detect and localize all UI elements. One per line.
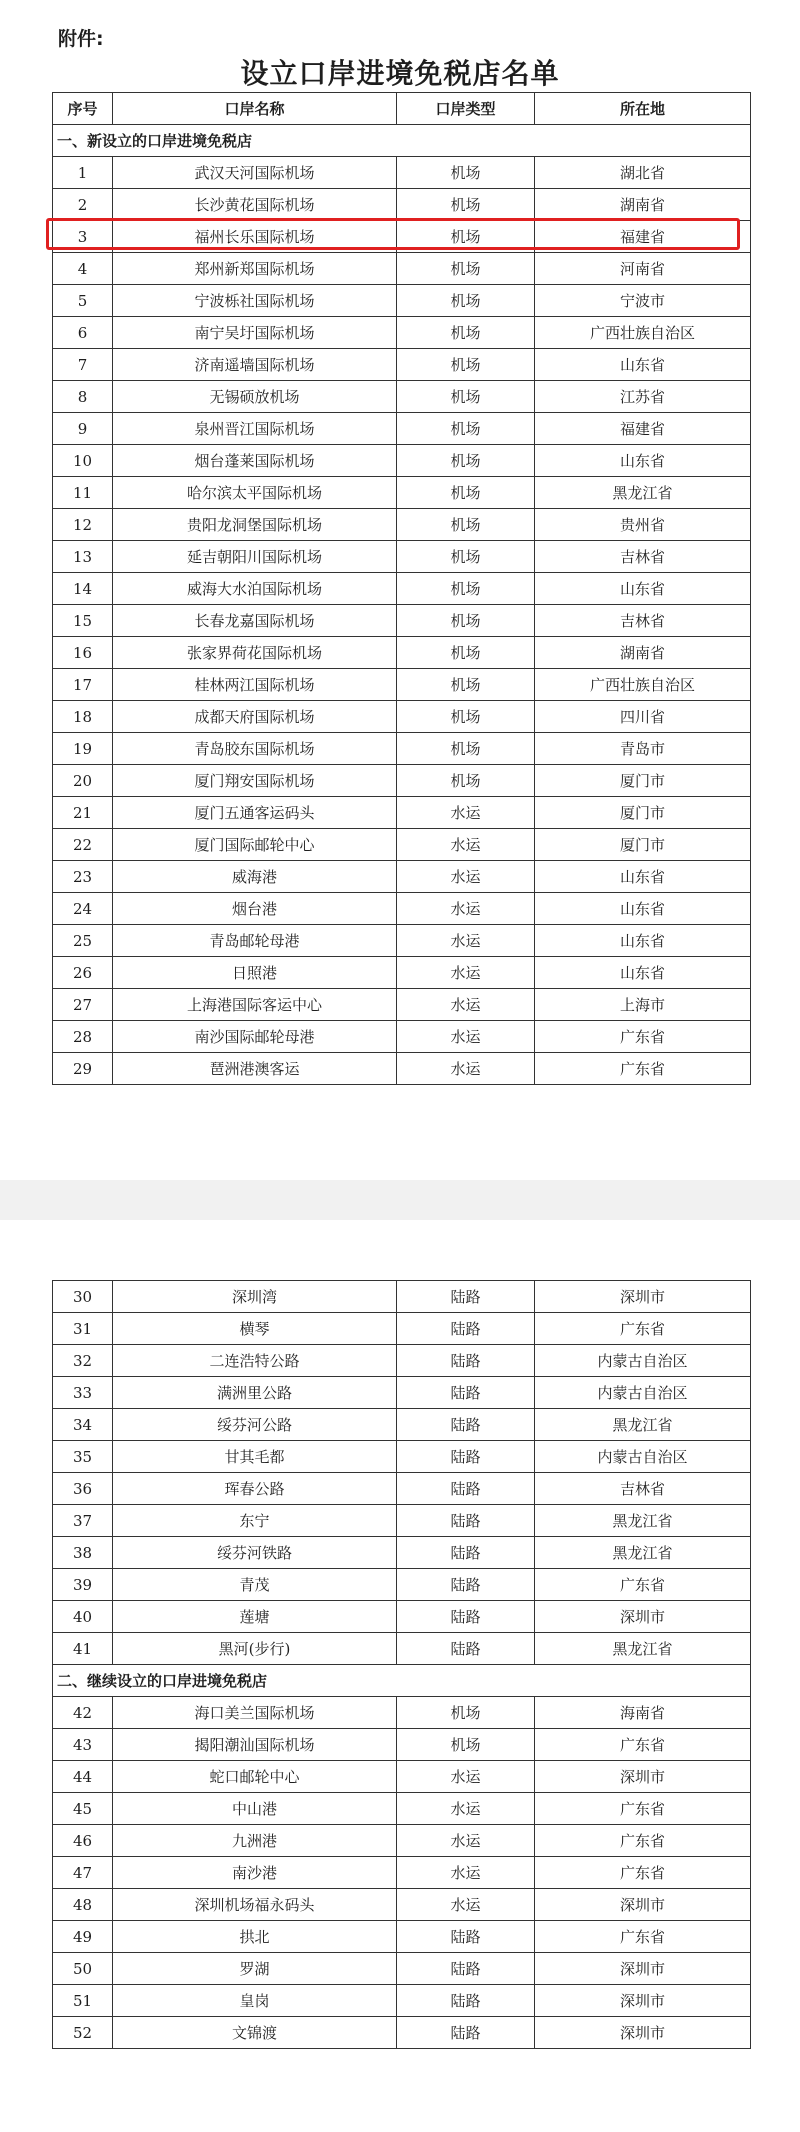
table-row xyxy=(53,1021,751,1053)
cell-port-type: 机场 xyxy=(397,733,535,765)
table-row xyxy=(53,1569,751,1601)
cell-port-name: 南宁吴圩国际机场 xyxy=(113,317,397,349)
cell-index: 3 xyxy=(53,221,113,253)
table-row xyxy=(53,157,751,189)
cell-location: 深圳市 xyxy=(535,2017,751,2049)
cell-port-type: 水运 xyxy=(397,1021,535,1053)
cell-port-name: 甘其毛都 xyxy=(113,1441,397,1473)
cell-port-type: 机场 xyxy=(397,669,535,701)
cell-port-name: 中山港 xyxy=(113,1793,397,1825)
cell-port-type: 陆路 xyxy=(397,1569,535,1601)
cell-location: 山东省 xyxy=(535,573,751,605)
cell-port-type: 机场 xyxy=(397,349,535,381)
cell-index: 39 xyxy=(53,1569,113,1601)
cell-index: 23 xyxy=(53,861,113,893)
table-row xyxy=(53,1473,751,1505)
cell-location: 吉林省 xyxy=(535,605,751,637)
cell-port-type: 机场 xyxy=(397,445,535,477)
cell-port-type: 机场 xyxy=(397,1729,535,1761)
cell-port-type: 陆路 xyxy=(397,1633,535,1665)
document-title: 设立口岸进境免税店名单 xyxy=(240,57,560,90)
cell-port-type: 机场 xyxy=(397,1697,535,1729)
table-row xyxy=(53,1505,751,1537)
cell-port-type: 水运 xyxy=(397,829,535,861)
cell-location: 河南省 xyxy=(535,253,751,285)
table-row xyxy=(53,605,751,637)
cell-index: 45 xyxy=(53,1793,113,1825)
cell-location: 海南省 xyxy=(535,1697,751,1729)
cell-port-type: 机场 xyxy=(397,701,535,733)
cell-port-type: 机场 xyxy=(397,573,535,605)
cell-port-type: 机场 xyxy=(397,381,535,413)
cell-port-name: 威海港 xyxy=(113,861,397,893)
cell-port-type: 水运 xyxy=(397,1857,535,1889)
cell-port-type: 水运 xyxy=(397,1825,535,1857)
column-header-index: 序号 xyxy=(53,93,113,125)
table-row xyxy=(53,701,751,733)
cell-location: 广东省 xyxy=(535,1569,751,1601)
cell-location: 深圳市 xyxy=(535,1761,751,1793)
cell-port-name: 拱北 xyxy=(113,1921,397,1953)
column-header-port-type: 口岸类型 xyxy=(397,93,535,125)
table-row xyxy=(53,1729,751,1761)
duty-free-shop-table-part-1 xyxy=(52,92,751,1085)
cell-index: 21 xyxy=(53,797,113,829)
cell-index: 16 xyxy=(53,637,113,669)
cell-port-name: 烟台蓬莱国际机场 xyxy=(113,445,397,477)
cell-location: 山东省 xyxy=(535,349,751,381)
cell-port-type: 机场 xyxy=(397,413,535,445)
cell-port-type: 机场 xyxy=(397,253,535,285)
cell-index: 42 xyxy=(53,1697,113,1729)
cell-index: 30 xyxy=(53,1281,113,1313)
table-row xyxy=(53,1633,751,1665)
cell-index: 1 xyxy=(53,157,113,189)
cell-port-name: 上海港国际客运中心 xyxy=(113,989,397,1021)
table-row xyxy=(53,1697,751,1729)
cell-index: 19 xyxy=(53,733,113,765)
cell-location: 四川省 xyxy=(535,701,751,733)
cell-location: 湖南省 xyxy=(535,189,751,221)
cell-port-name: 莲塘 xyxy=(113,1601,397,1633)
document-page-2 xyxy=(0,1220,800,2132)
cell-location: 厦门市 xyxy=(535,765,751,797)
table-header-row xyxy=(53,93,751,125)
cell-port-name: 厦门翔安国际机场 xyxy=(113,765,397,797)
cell-port-name: 绥芬河公路 xyxy=(113,1409,397,1441)
cell-index: 48 xyxy=(53,1889,113,1921)
table-row xyxy=(53,765,751,797)
cell-port-name: 日照港 xyxy=(113,957,397,989)
cell-index: 8 xyxy=(53,381,113,413)
cell-index: 5 xyxy=(53,285,113,317)
cell-port-name: 罗湖 xyxy=(113,1953,397,1985)
attachment-label: 附件: xyxy=(58,28,104,50)
table-row xyxy=(53,1281,751,1313)
cell-location: 上海市 xyxy=(535,989,751,1021)
table-row xyxy=(53,957,751,989)
cell-port-type: 陆路 xyxy=(397,1377,535,1409)
cell-index: 25 xyxy=(53,925,113,957)
cell-index: 20 xyxy=(53,765,113,797)
cell-port-type: 陆路 xyxy=(397,1505,535,1537)
table-row xyxy=(53,1441,751,1473)
cell-port-type: 陆路 xyxy=(397,1601,535,1633)
table-row xyxy=(53,1053,751,1085)
cell-port-name: 青岛胶东国际机场 xyxy=(113,733,397,765)
cell-port-name: 横琴 xyxy=(113,1313,397,1345)
cell-port-name: 长沙黄花国际机场 xyxy=(113,189,397,221)
cell-port-type: 陆路 xyxy=(397,1921,535,1953)
section-header-row xyxy=(53,125,751,157)
cell-port-name: 厦门五通客运码头 xyxy=(113,797,397,829)
cell-port-type: 陆路 xyxy=(397,1441,535,1473)
cell-location: 山东省 xyxy=(535,445,751,477)
cell-port-name: 郑州新郑国际机场 xyxy=(113,253,397,285)
cell-index: 6 xyxy=(53,317,113,349)
table-row xyxy=(53,541,751,573)
table-row xyxy=(53,1953,751,1985)
cell-index: 34 xyxy=(53,1409,113,1441)
table-row xyxy=(53,1921,751,1953)
cell-port-name: 青茂 xyxy=(113,1569,397,1601)
cell-port-name: 满洲里公路 xyxy=(113,1377,397,1409)
table-row xyxy=(53,509,751,541)
cell-port-name: 长春龙嘉国际机场 xyxy=(113,605,397,637)
cell-port-name: 珲春公路 xyxy=(113,1473,397,1505)
cell-port-name: 延吉朝阳川国际机场 xyxy=(113,541,397,573)
cell-location: 青岛市 xyxy=(535,733,751,765)
column-header-port-name: 口岸名称 xyxy=(113,93,397,125)
cell-port-name: 福州长乐国际机场 xyxy=(113,221,397,253)
cell-port-name: 九洲港 xyxy=(113,1825,397,1857)
cell-port-type: 水运 xyxy=(397,861,535,893)
cell-location: 吉林省 xyxy=(535,541,751,573)
cell-port-name: 武汉天河国际机场 xyxy=(113,157,397,189)
cell-port-name: 无锡硕放机场 xyxy=(113,381,397,413)
cell-port-name: 海口美兰国际机场 xyxy=(113,1697,397,1729)
cell-port-name: 济南遥墙国际机场 xyxy=(113,349,397,381)
cell-index: 32 xyxy=(53,1345,113,1377)
cell-index: 24 xyxy=(53,893,113,925)
cell-location: 黑龙江省 xyxy=(535,477,751,509)
cell-port-name: 文锦渡 xyxy=(113,2017,397,2049)
cell-port-type: 机场 xyxy=(397,157,535,189)
cell-port-type: 陆路 xyxy=(397,1985,535,2017)
cell-index: 47 xyxy=(53,1857,113,1889)
cell-port-name: 东宁 xyxy=(113,1505,397,1537)
cell-location: 福建省 xyxy=(535,221,751,253)
cell-port-type: 机场 xyxy=(397,637,535,669)
cell-index: 33 xyxy=(53,1377,113,1409)
cell-index: 52 xyxy=(53,2017,113,2049)
table-row xyxy=(53,221,751,253)
column-header-location: 所在地 xyxy=(535,93,751,125)
cell-index: 35 xyxy=(53,1441,113,1473)
cell-index: 41 xyxy=(53,1633,113,1665)
cell-location: 广东省 xyxy=(535,1921,751,1953)
table-row xyxy=(53,413,751,445)
table-row xyxy=(53,1857,751,1889)
cell-port-name: 揭阳潮汕国际机场 xyxy=(113,1729,397,1761)
table-row xyxy=(53,989,751,1021)
cell-location: 深圳市 xyxy=(535,1953,751,1985)
cell-index: 4 xyxy=(53,253,113,285)
cell-port-name: 张家界荷花国际机场 xyxy=(113,637,397,669)
table-row xyxy=(53,285,751,317)
cell-port-type: 水运 xyxy=(397,1761,535,1793)
cell-location: 内蒙古自治区 xyxy=(535,1441,751,1473)
cell-index: 14 xyxy=(53,573,113,605)
cell-port-type: 水运 xyxy=(397,989,535,1021)
cell-port-type: 机场 xyxy=(397,285,535,317)
cell-location: 深圳市 xyxy=(535,1281,751,1313)
cell-index: 51 xyxy=(53,1985,113,2017)
cell-location: 黑龙江省 xyxy=(535,1633,751,1665)
cell-index: 17 xyxy=(53,669,113,701)
cell-index: 22 xyxy=(53,829,113,861)
cell-port-name: 二连浩特公路 xyxy=(113,1345,397,1377)
cell-location: 宁波市 xyxy=(535,285,751,317)
cell-location: 深圳市 xyxy=(535,1889,751,1921)
cell-port-name: 威海大水泊国际机场 xyxy=(113,573,397,605)
cell-index: 7 xyxy=(53,349,113,381)
cell-index: 29 xyxy=(53,1053,113,1085)
cell-location: 黑龙江省 xyxy=(535,1409,751,1441)
cell-port-type: 机场 xyxy=(397,189,535,221)
table-row xyxy=(53,1345,751,1377)
cell-location: 湖南省 xyxy=(535,637,751,669)
duty-free-shop-table-part-2 xyxy=(52,1280,751,2049)
cell-index: 38 xyxy=(53,1537,113,1569)
cell-port-type: 陆路 xyxy=(397,1281,535,1313)
cell-index: 46 xyxy=(53,1825,113,1857)
table-row xyxy=(53,573,751,605)
cell-location: 湖北省 xyxy=(535,157,751,189)
cell-location: 广东省 xyxy=(535,1857,751,1889)
cell-port-type: 机场 xyxy=(397,765,535,797)
cell-port-name: 泉州晋江国际机场 xyxy=(113,413,397,445)
cell-index: 13 xyxy=(53,541,113,573)
cell-index: 43 xyxy=(53,1729,113,1761)
cell-port-type: 水运 xyxy=(397,957,535,989)
cell-location: 山东省 xyxy=(535,925,751,957)
cell-index: 2 xyxy=(53,189,113,221)
table-row xyxy=(53,1537,751,1569)
cell-location: 广西壮族自治区 xyxy=(535,669,751,701)
cell-port-type: 水运 xyxy=(397,1889,535,1921)
cell-location: 广西壮族自治区 xyxy=(535,317,751,349)
table-row xyxy=(53,189,751,221)
cell-index: 49 xyxy=(53,1921,113,1953)
cell-location: 广东省 xyxy=(535,1729,751,1761)
cell-port-name: 桂林两江国际机场 xyxy=(113,669,397,701)
cell-port-name: 南沙国际邮轮母港 xyxy=(113,1021,397,1053)
cell-index: 9 xyxy=(53,413,113,445)
cell-location: 广东省 xyxy=(535,1825,751,1857)
cell-location: 贵州省 xyxy=(535,509,751,541)
table-row xyxy=(53,349,751,381)
table-row xyxy=(53,2017,751,2049)
cell-location: 山东省 xyxy=(535,893,751,925)
cell-port-name: 深圳机场福永码头 xyxy=(113,1889,397,1921)
cell-port-type: 陆路 xyxy=(397,1409,535,1441)
cell-location: 厦门市 xyxy=(535,797,751,829)
cell-port-name: 烟台港 xyxy=(113,893,397,925)
table-row xyxy=(53,925,751,957)
table-row xyxy=(53,893,751,925)
table-row xyxy=(53,637,751,669)
cell-index: 18 xyxy=(53,701,113,733)
cell-location: 深圳市 xyxy=(535,1601,751,1633)
cell-port-name: 琶洲港澳客运 xyxy=(113,1053,397,1085)
cell-location: 广东省 xyxy=(535,1053,751,1085)
cell-port-name: 哈尔滨太平国际机场 xyxy=(113,477,397,509)
cell-port-name: 蛇口邮轮中心 xyxy=(113,1761,397,1793)
cell-port-name: 宁波栎社国际机场 xyxy=(113,285,397,317)
cell-location: 内蒙古自治区 xyxy=(535,1345,751,1377)
cell-location: 内蒙古自治区 xyxy=(535,1377,751,1409)
table-row xyxy=(53,253,751,285)
cell-port-type: 机场 xyxy=(397,509,535,541)
table-row xyxy=(53,1313,751,1345)
cell-location: 黑龙江省 xyxy=(535,1505,751,1537)
table-row xyxy=(53,477,751,509)
cell-location: 厦门市 xyxy=(535,829,751,861)
cell-location: 黑龙江省 xyxy=(535,1537,751,1569)
cell-port-type: 机场 xyxy=(397,541,535,573)
cell-port-name: 南沙港 xyxy=(113,1857,397,1889)
cell-location: 福建省 xyxy=(535,413,751,445)
cell-port-type: 陆路 xyxy=(397,1537,535,1569)
cell-index: 11 xyxy=(53,477,113,509)
table-row xyxy=(53,797,751,829)
table-row xyxy=(53,1793,751,1825)
cell-index: 40 xyxy=(53,1601,113,1633)
table-row xyxy=(53,733,751,765)
table-row xyxy=(53,1377,751,1409)
table-row xyxy=(53,1825,751,1857)
cell-index: 15 xyxy=(53,605,113,637)
table-row xyxy=(53,669,751,701)
cell-port-name: 成都天府国际机场 xyxy=(113,701,397,733)
cell-index: 36 xyxy=(53,1473,113,1505)
cell-port-name: 厦门国际邮轮中心 xyxy=(113,829,397,861)
cell-port-type: 水运 xyxy=(397,1793,535,1825)
cell-port-type: 陆路 xyxy=(397,1953,535,1985)
cell-location: 山东省 xyxy=(535,861,751,893)
cell-index: 44 xyxy=(53,1761,113,1793)
cell-index: 10 xyxy=(53,445,113,477)
table-row xyxy=(53,317,751,349)
cell-port-type: 机场 xyxy=(397,477,535,509)
cell-port-type: 水运 xyxy=(397,1053,535,1085)
table-row xyxy=(53,1985,751,2017)
page-gap xyxy=(0,1180,800,1220)
cell-port-type: 水运 xyxy=(397,797,535,829)
table-row xyxy=(53,445,751,477)
cell-location: 吉林省 xyxy=(535,1473,751,1505)
cell-port-type: 陆路 xyxy=(397,2017,535,2049)
table-row xyxy=(53,829,751,861)
cell-port-type: 水运 xyxy=(397,925,535,957)
table-row xyxy=(53,1409,751,1441)
cell-location: 广东省 xyxy=(535,1021,751,1053)
cell-location: 广东省 xyxy=(535,1313,751,1345)
table-row xyxy=(53,381,751,413)
cell-port-name: 贵阳龙洞堡国际机场 xyxy=(113,509,397,541)
cell-port-name: 绥芬河铁路 xyxy=(113,1537,397,1569)
table-row xyxy=(53,861,751,893)
cell-location: 山东省 xyxy=(535,957,751,989)
cell-port-type: 水运 xyxy=(397,893,535,925)
cell-location: 广东省 xyxy=(535,1793,751,1825)
cell-port-name: 青岛邮轮母港 xyxy=(113,925,397,957)
cell-port-name: 黑河(步行) xyxy=(113,1633,397,1665)
cell-location: 江苏省 xyxy=(535,381,751,413)
table-row xyxy=(53,1889,751,1921)
cell-port-type: 机场 xyxy=(397,605,535,637)
table-row xyxy=(53,1601,751,1633)
cell-index: 26 xyxy=(53,957,113,989)
section-title: 一、新设立的口岸进境免税店 xyxy=(53,125,751,157)
cell-port-type: 陆路 xyxy=(397,1345,535,1377)
cell-index: 31 xyxy=(53,1313,113,1345)
cell-location: 深圳市 xyxy=(535,1985,751,2017)
cell-port-type: 陆路 xyxy=(397,1313,535,1345)
section-title: 二、继续设立的口岸进境免税店 xyxy=(53,1665,751,1697)
cell-index: 28 xyxy=(53,1021,113,1053)
cell-port-type: 机场 xyxy=(397,221,535,253)
cell-port-type: 陆路 xyxy=(397,1473,535,1505)
cell-index: 37 xyxy=(53,1505,113,1537)
cell-port-name: 深圳湾 xyxy=(113,1281,397,1313)
table-row xyxy=(53,1761,751,1793)
section-header-row xyxy=(53,1665,751,1697)
cell-port-type: 机场 xyxy=(397,317,535,349)
cell-index: 27 xyxy=(53,989,113,1021)
cell-index: 12 xyxy=(53,509,113,541)
cell-index: 50 xyxy=(53,1953,113,1985)
cell-port-name: 皇岗 xyxy=(113,1985,397,2017)
